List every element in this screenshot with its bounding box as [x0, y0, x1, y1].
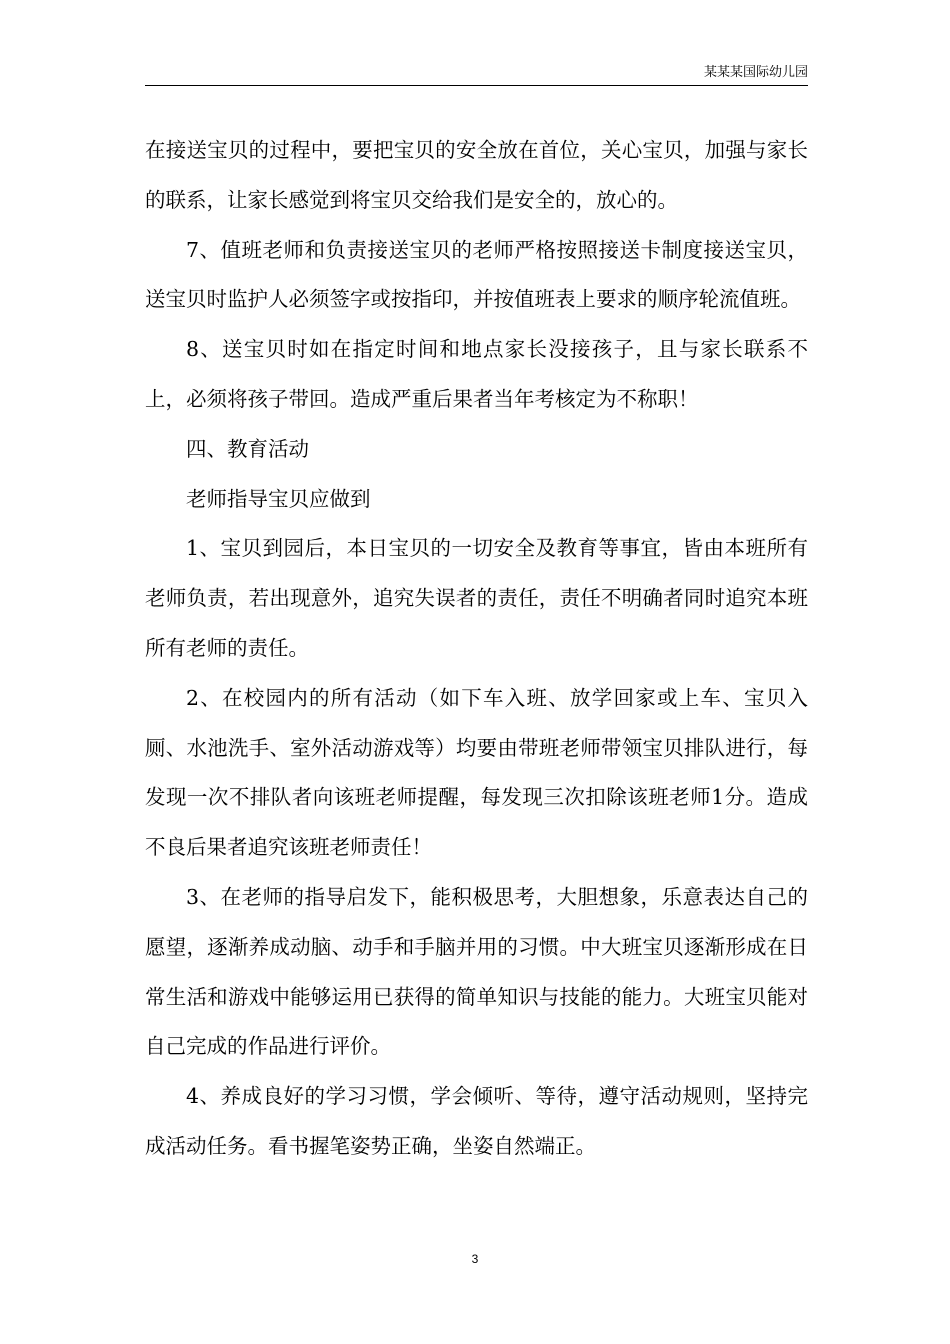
paragraph: 4、养成良好的学习习惯，学会倾听、等待，遵守活动规则，坚持完成活动任务。看书握笔姿势正确，坐姿自然端正。 — [145, 1084, 808, 1158]
paragraph: 8、送宝贝时如在指定时间和地点家长没接孩子，且与家长联系不上，必须将孩子带回。造成严重后果者当年考核定为不称职！ — [145, 337, 808, 411]
page-header: 某某某国际幼儿园 — [703, 65, 808, 80]
section-heading: 四、教育活动 — [186, 436, 309, 461]
header-divider — [145, 85, 808, 86]
page-number: 3 — [471, 1252, 479, 1266]
paragraph: 老师指导宝贝应做到 — [186, 486, 371, 511]
paragraph: 3、在老师的指导启发下，能积极思考，大胆想象，乐意表达自己的愿望，逐渐养成动脑、动手和手脑并用的习惯。中大班宝贝逐渐形成在日常生活和游戏中能够运用已获得的简单知识与技能的能力。大班宝贝能对自己完成的作品进行评价。 — [145, 884, 808, 1059]
paragraph: 7、值班老师和负责接送宝贝的老师严格按照接送卡制度接送宝贝，送宝贝时监护人必须签字或按指印，并按值班表上要求的顺序轮流值班。 — [145, 237, 808, 312]
document-body — [145, 126, 808, 1172]
paragraph: 在接送宝贝的过程中，要把宝贝的安全放在首位，关心宝贝，加强与家长的联系，让家长感觉到将宝贝交给我们是安全的，放心的。 — [145, 138, 808, 212]
paragraph: 1、宝贝到园后，本日宝贝的一切安全及教育等事宜，皆由本班所有老师负责，若出现意外，追究失误者的责任，责任不明确者同时追究本班所有老师的责任。 — [145, 536, 808, 660]
paragraph: 2、在校园内的所有活动（如下车入班、放学回家或上车、宝贝入厕、水池洗手、室外活动游戏等）均要由带班老师带领宝贝排队进行，每发现一次不排队者向该班老师提醒，每发现三次扣除该班老师1分。造成不良后果者追究该班老师责任！ — [145, 685, 808, 860]
